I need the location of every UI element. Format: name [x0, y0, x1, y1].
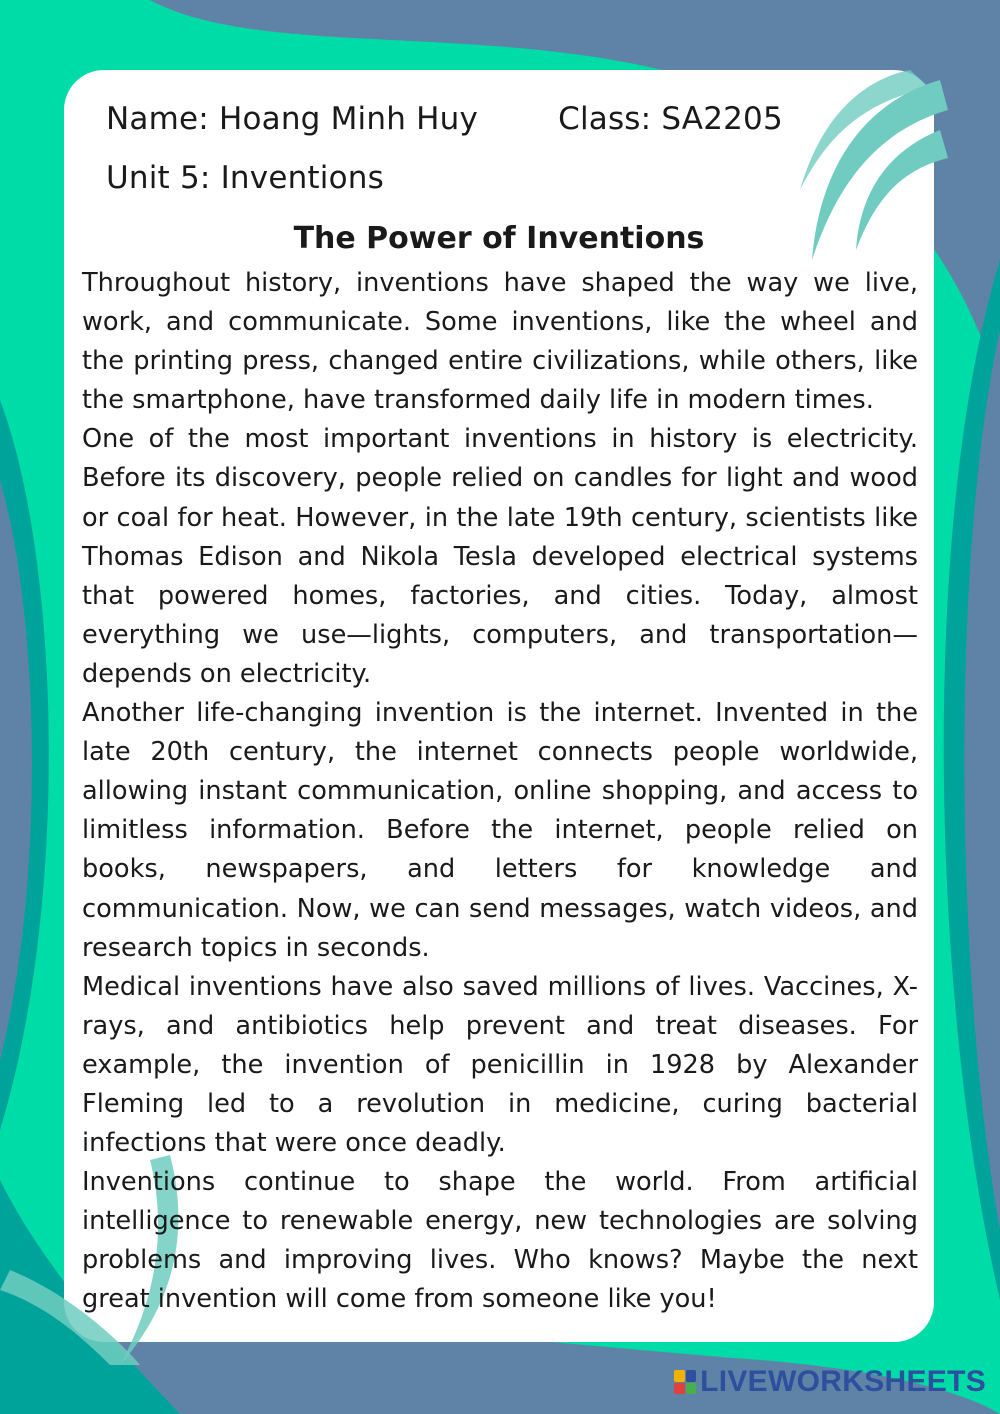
logo-text: LIVEWORKSHEETS — [700, 1365, 986, 1398]
unit-title: Unit 5: Inventions — [106, 160, 384, 196]
article-paragraph: Another life-changing invention is the internet. Invented in the late 20th century, the internet connects people worldwide, allowing instant communication, online shopping, and access to limitless information. Before the internet, people relied on books, newspapers, and letters for knowledge and communication. Now, we can send messages, watch videos, and research topics in seconds. — [82, 698, 918, 963]
article-paragraph: Medical inventions have also saved millions of lives. Vaccines, X-rays, and antibiotics help prevent and treat diseases. For example, the invention of penicillin in 1928 by Alexander Fleming led to a revolution in medicine, curing bacterial infections that were once deadly. — [82, 971, 918, 1159]
article-title: The Power of Inventions — [293, 221, 705, 256]
article-paragraph: Inventions continue to shape the world. From artificial intelligence to renewable energy, new technologies are solving problems and improving lives. Who knows? Maybe the next great invention will come from someone like you! — [82, 1167, 918, 1315]
article-paragraph: One of the most important inventions in history is electricity. Before its discovery, people relied on candles for light and wood or coal for heat. However, in the late 19th century, scientists like Thomas Edison and Nikola Tesla developed electrical systems that powered homes, factories, and cities. Today, almost everything we use—lights, computers, and transportation—depends on electricity. — [82, 424, 918, 689]
liveworksheets-logo-icon — [674, 1370, 696, 1394]
article-paragraph: Throughout history, inventions have shaped the way we live, work, and communicate. Some inventions, like the wheel and the printing press, changed entire civilizations, while others, like the smartphone, have transformed daily life in modern times. — [82, 268, 918, 416]
student-info-line — [106, 101, 783, 137]
student-name: Name: Hoang Minh Huy — [106, 101, 479, 137]
student-class: Class: SA2205 — [558, 101, 783, 137]
liveworksheets-logo[interactable] — [674, 1360, 986, 1404]
article-body — [82, 264, 918, 1320]
